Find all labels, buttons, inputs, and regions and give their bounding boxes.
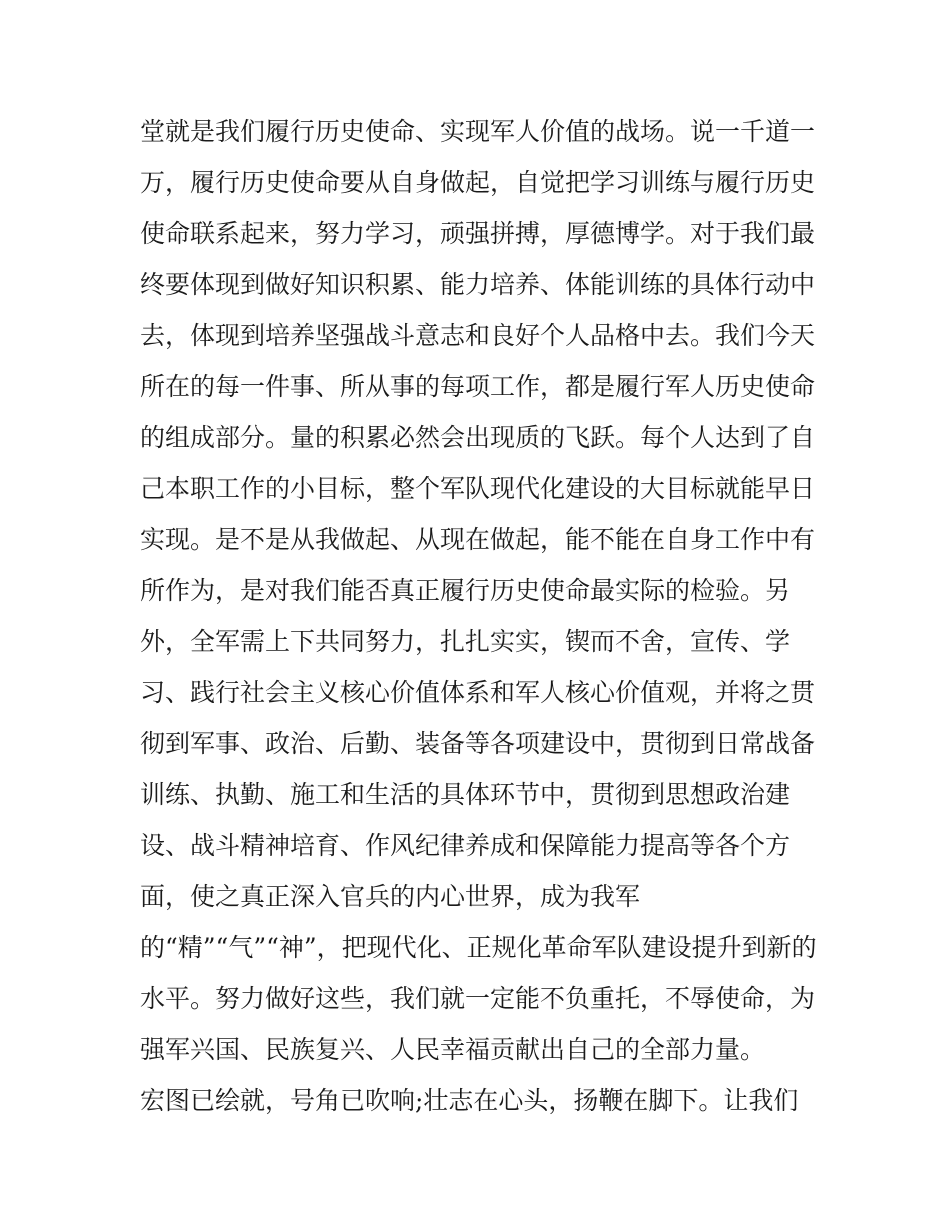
text-line-8: 己本职工作的小目标，整个军队现代化建设的大目标就能早日 <box>140 474 816 503</box>
text-line-13: 彻到军事、政治、后勤、装备等各项建设中，贯彻到日常战备 <box>140 729 816 758</box>
text-line-7: 的组成部分。量的积累必然会出现质的飞跃。每个人达到了自 <box>140 423 816 452</box>
text-line-14: 训练、执勤、施工和生活的具体环节中，贯彻到思想政治建 <box>140 780 791 809</box>
text-line-20: 宏图已绘就，号角已吹响;壮志在心头，扬鞭在脚下。让我们 <box>140 1086 799 1115</box>
text-line-19: 强军兴国、民族复兴、人民幸福贡献出自己的全部力量。 <box>140 1035 766 1064</box>
text-line-15: 设、战斗精神培育、作风纪律养成和保障能力提高等各个方 <box>140 831 791 860</box>
text-line-6: 所在的每一件事、所从事的每项工作，都是履行军人历史使命 <box>140 372 816 401</box>
body-text <box>140 106 830 1126</box>
text-line-9: 实现。是不是从我做起、从现在做起，能不能在自身工作中有 <box>140 525 816 554</box>
text-line-17: 的“精”“气”“神”，把现代化、正规化革命军队建设提升到新的 <box>140 933 817 962</box>
text-line-1: 堂就是我们履行历史使命、实现军人价值的战场。说一千道一 <box>140 117 816 146</box>
text-line-4: 终要体现到做好知识积累、能力培养、体能训练的具体行动中 <box>140 270 816 299</box>
text-line-11: 外，全军需上下共同努力，扎扎实实，锲而不舍，宣传、学 <box>140 627 791 656</box>
text-line-2: 万，履行历史使命要从自身做起，自觉把学习训练与履行历史 <box>140 168 816 197</box>
text-line-18: 水平。努力做好这些，我们就一定能不负重托，不辱使命，为 <box>140 984 816 1013</box>
text-line-12: 习、践行社会主义核心价值体系和军人核心价值观，并将之贯 <box>140 678 816 707</box>
text-line-16: 面，使之真正深入官兵的内心世界，成为我军 <box>140 882 641 911</box>
text-line-10: 所作为，是对我们能否真正履行历史使命最实际的检验。另 <box>140 576 791 605</box>
text-line-5: 去，体现到培养坚强战斗意志和良好个人品格中去。我们今天 <box>140 321 816 350</box>
text-line-3: 使命联系起来，努力学习，顽强拼搏，厚德博学。对于我们最 <box>140 219 816 248</box>
